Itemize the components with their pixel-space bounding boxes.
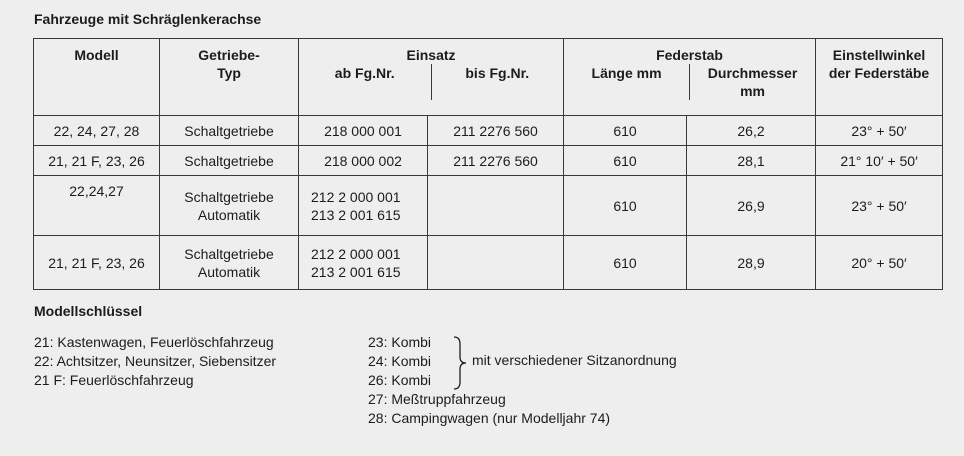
cell-bis: 211 2276 560 bbox=[428, 146, 564, 176]
header-federstab: Federstab Länge mm Durchmesser mm bbox=[564, 39, 816, 116]
cell-ab: 218 000 002 bbox=[299, 146, 428, 176]
cell-ab: 218 000 001 bbox=[299, 116, 428, 146]
table-row bbox=[34, 116, 943, 146]
header-durchmesser: Durchmesser mm bbox=[689, 64, 815, 100]
header-modell: Modell bbox=[34, 39, 160, 116]
cell-modell: 22,24,27 bbox=[34, 176, 160, 236]
table-row bbox=[34, 146, 943, 176]
header-bis-fg: bis Fg.Nr. bbox=[431, 64, 564, 100]
curly-brace-icon bbox=[452, 336, 468, 390]
model-key-item: 24: Kombi bbox=[368, 353, 432, 369]
cell-modell: 22, 24, 27, 28 bbox=[34, 116, 160, 146]
table-row bbox=[34, 176, 943, 236]
cell-durchmesser: 26,9 bbox=[687, 176, 816, 236]
cell-getriebe: Schaltgetriebe Automatik bbox=[160, 176, 299, 236]
cell-durchmesser: 26,2 bbox=[687, 116, 816, 146]
cell-modell: 21, 21 F, 23, 26 bbox=[34, 146, 160, 176]
cell-winkel: 21° 10′ + 50′ bbox=[816, 146, 943, 176]
model-key-item: 21: Kastenwagen, Feuerlöschfahrzeug bbox=[34, 334, 274, 350]
cell-getriebe: Schaltgetriebe Automatik bbox=[160, 236, 299, 290]
header-ab-fg: ab Fg.Nr. bbox=[334, 65, 395, 81]
table-row bbox=[34, 236, 943, 290]
section-title: Fahrzeuge mit Schräglenkerachse bbox=[34, 11, 262, 27]
cell-bis: 211 2276 560 bbox=[428, 116, 564, 146]
model-key-item: 22: Achtsitzer, Neunsitzer, Siebensitzer bbox=[34, 353, 277, 369]
cell-winkel: 23° + 50′ bbox=[816, 116, 943, 146]
cell-durchmesser: 28,9 bbox=[687, 236, 816, 290]
model-key-item: 28: Campingwagen (nur Modelljahr 74) bbox=[368, 410, 611, 426]
model-key-item: 26: Kombi bbox=[368, 372, 432, 388]
model-key-item: 23: Kombi bbox=[368, 334, 432, 350]
cell-getriebe: Schaltgetriebe bbox=[160, 116, 299, 146]
model-key-item: 21 F: Feuerlöschfahrzeug bbox=[34, 372, 194, 388]
model-keys-right bbox=[368, 333, 610, 428]
header-getriebe: Getriebe- Typ bbox=[160, 39, 299, 116]
header-laenge: Länge mm bbox=[591, 65, 662, 81]
cell-laenge: 610 bbox=[564, 146, 687, 176]
header-row bbox=[34, 39, 943, 116]
brace-note: mit verschiedener Sitzanordnung bbox=[472, 352, 677, 368]
cell-getriebe: Schaltgetriebe bbox=[160, 146, 299, 176]
model-keys-title: Modellschlüssel bbox=[34, 303, 143, 319]
cell-ab: 212 2 000 001 213 2 001 615 bbox=[299, 176, 428, 236]
cell-durchmesser: 28,1 bbox=[687, 146, 816, 176]
cell-winkel: 23° + 50′ bbox=[816, 176, 943, 236]
cell-laenge: 610 bbox=[564, 176, 687, 236]
cell-bis bbox=[428, 176, 564, 236]
cell-ab: 212 2 000 001 213 2 001 615 bbox=[299, 236, 428, 290]
model-keys-left bbox=[34, 333, 276, 390]
header-einsatz: Einsatz ab Fg.Nr. bis Fg.Nr. bbox=[299, 39, 564, 116]
cell-bis bbox=[428, 236, 564, 290]
cell-laenge: 610 bbox=[564, 116, 687, 146]
model-key-item: 27: Meßtruppfahrzeug bbox=[368, 391, 506, 407]
spec-table bbox=[33, 38, 943, 290]
cell-winkel: 20° + 50′ bbox=[816, 236, 943, 290]
cell-laenge: 610 bbox=[564, 236, 687, 290]
cell-modell: 21, 21 F, 23, 26 bbox=[34, 236, 160, 290]
header-einstellwinkel: Einstellwinkel der Federstäbe bbox=[816, 39, 943, 116]
